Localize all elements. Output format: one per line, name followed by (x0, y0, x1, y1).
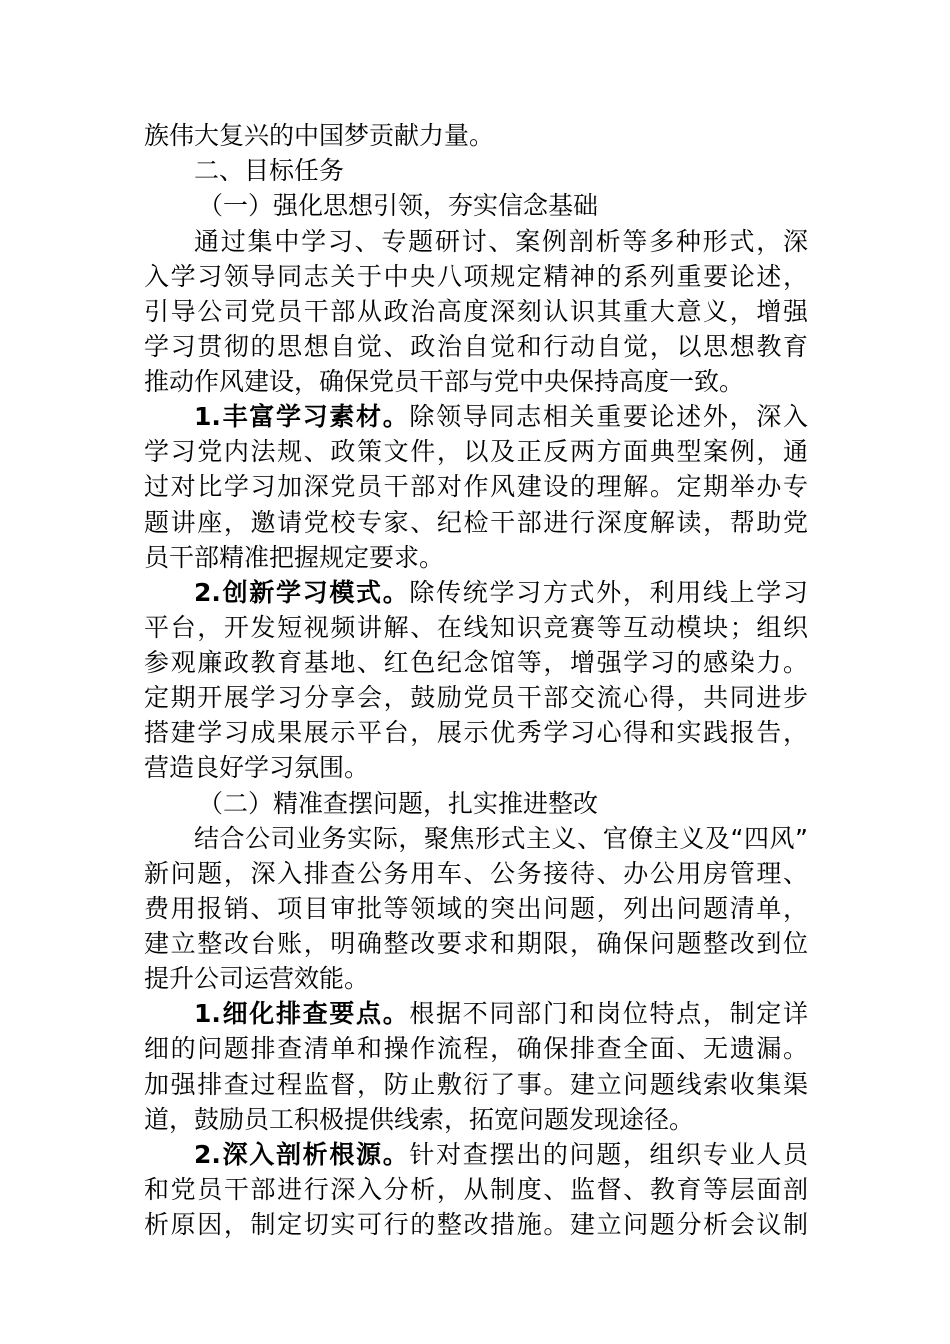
bold-lead: 2.创新学习模式。 (194, 578, 410, 607)
text-line: 搭建学习成果展示平台，展示优秀学习心得和实践报告， (144, 718, 808, 747)
line-text: 除传统学习方式外，利用线上学习 (409, 578, 808, 607)
text-line: 析原因，制定切实可行的整改措施。建立问题分析会议制 (144, 1210, 808, 1239)
text-line: 学习党内法规、政策文件，以及正反两方面典型案例，通 (144, 437, 808, 466)
line-text: 针对查摆出的问题，组织专业人员 (409, 1140, 808, 1169)
text-line: 员干部精准把握规定要求。 (144, 543, 445, 572)
line-text: 除领导同志相关重要论述外，深入 (409, 402, 808, 431)
text-line: 新问题，深入排查公务用车、公务接待、办公用房管理、 (144, 859, 808, 888)
bold-lead: 1.细化排查要点。 (194, 999, 410, 1028)
subsection-heading: （二）精准查摆问题，扎实推进整改 (198, 789, 599, 818)
text-line: 费用报销、项目审批等领域的突出问题，列出问题清单， (144, 894, 808, 923)
bold-lead: 2.深入剖析根源。 (194, 1140, 410, 1169)
text-line: 道，鼓励员工积极提供线索，拓宽问题发现途径。 (144, 1105, 695, 1134)
text-line: 题讲座，邀请党校专家、纪检干部进行深度解读，帮助党 (144, 508, 808, 537)
text-line: 入学习领导同志关于中央八项规定精神的系列重要论述， (144, 262, 808, 291)
text-line: 建立整改台账，明确整改要求和期限，确保问题整改到位 (144, 929, 808, 958)
text-line: 结合公司业务实际，聚焦形式主义、官僚主义及“四风” (194, 824, 808, 853)
text-line: 提升公司运营效能。 (144, 964, 370, 993)
bold-lead: 1.丰富学习素材。 (194, 402, 410, 431)
text-line: 学习贯彻的思想自觉、政治自觉和行动自觉，以思想教育 (144, 332, 808, 361)
text-line: 营造良好学习氛围。 (144, 753, 370, 782)
text-line (194, 397, 808, 437)
text-line (194, 573, 808, 613)
text-line: 通过集中学习、专题研讨、案例剖析等多种形式，深 (194, 227, 808, 256)
text-line: 细的问题排查清单和操作流程，确保排查全面、无遗漏。 (144, 1034, 808, 1063)
text-line: 推动作风建设，确保党员干部与党中央保持高度一致。 (144, 367, 745, 396)
text-line: 加强排查过程监督，防止敷衍了事。建立问题线索收集渠 (144, 1070, 808, 1099)
text-line: 参观廉政教育基地、红色纪念馆等，增强学习的感染力。 (144, 648, 808, 677)
text-line (194, 1135, 808, 1175)
text-line: 引导公司党员干部从政治高度深刻认识其重大意义，增强 (144, 297, 808, 326)
text-line: 族伟大复兴的中国梦贡献力量。 (144, 121, 495, 150)
text-line: 过对比学习加深党员干部对作风建设的理解。定期举办专 (144, 472, 808, 501)
text-line: 定期开展学习分享会，鼓励党员干部交流心得，共同进步 (144, 683, 808, 712)
line-text: 根据不同部门和岗位特点，制定详 (409, 999, 808, 1028)
text-line: 平台，开发短视频讲解、在线知识竞赛等互动模块；组织 (144, 613, 808, 642)
text-line: 和党员干部进行深入分析，从制度、监督、教育等层面剖 (144, 1175, 808, 1204)
text-line (194, 994, 808, 1034)
subsection-heading: （一）强化思想引领，夯实信念基础 (198, 191, 599, 220)
section-heading: 二、目标任务 (194, 156, 345, 185)
